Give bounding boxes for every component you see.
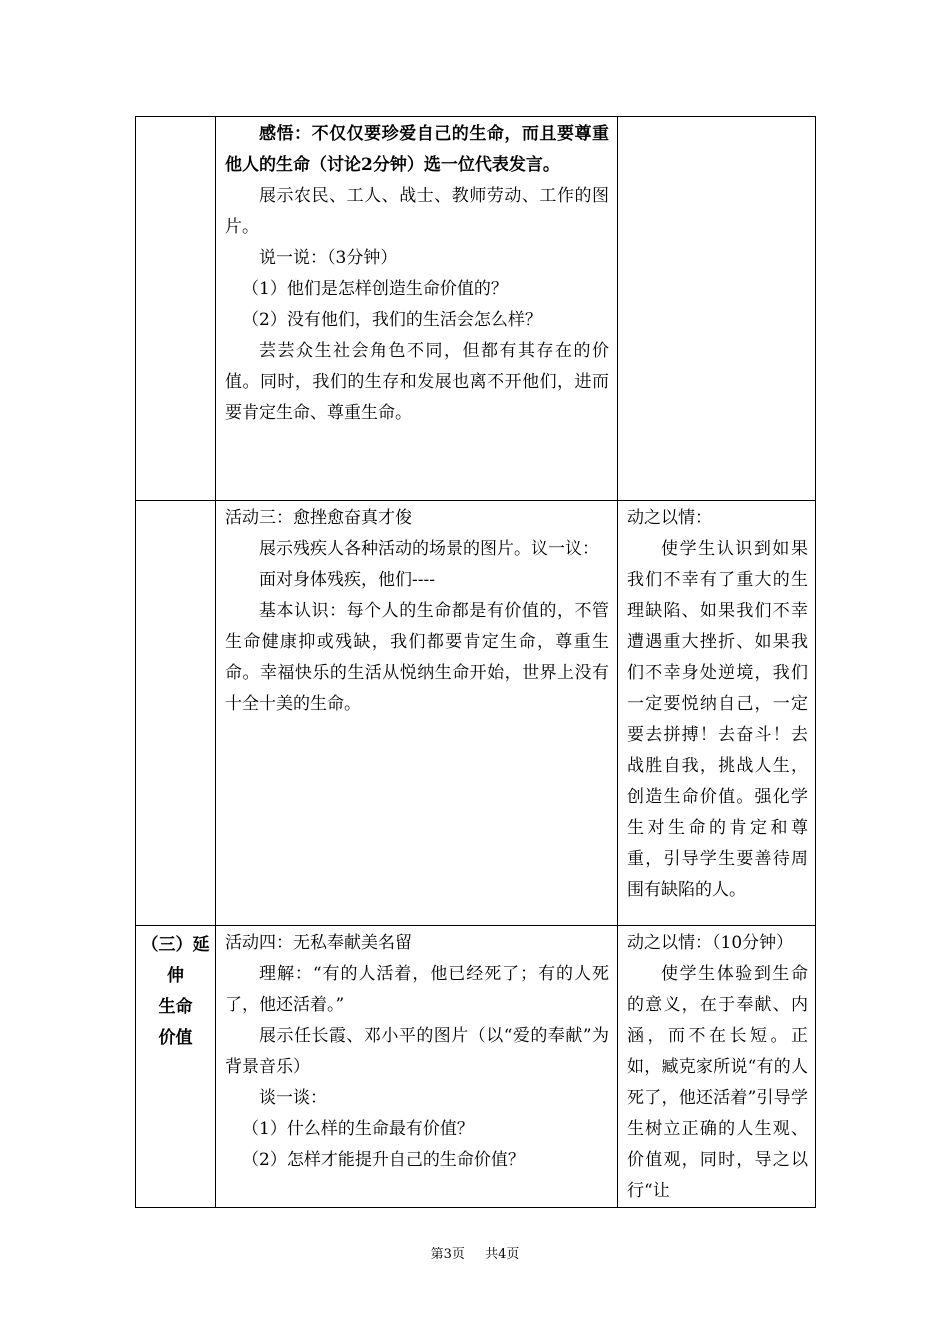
intent-cell <box>618 501 816 926</box>
activity-cell <box>216 926 618 1208</box>
page-total: 共4页 <box>485 1247 520 1262</box>
paragraph: 活动三：愈挫愈奋真才俊 <box>225 508 412 528</box>
paragraph: 芸芸众生社会角色不同，但都有其存在的价值。同时，我们的生存和发展也离不开他们，进而要肯定生命、尊重生命。 <box>225 341 609 423</box>
page-number: 第3页 <box>430 1247 465 1262</box>
paragraph: （2）没有他们，我们的生活会怎么样？ <box>242 310 542 330</box>
paragraph: 使学生认识到如果我们不幸有了重大的生理缺陷、如果我们不幸遭遇重大挫折、如果我们不幸身处逆境，我们一定要悦纳自己，一定要去拼搏！去奋斗！去战胜自我，挑战人生，创造生命价值。强化学生对生命的肯定和尊重，引导学生要善待周围有缺陷的人。 <box>627 539 808 900</box>
paragraph: 展示农民、工人、战士、教师劳动、工作的图片。 <box>225 186 609 237</box>
intent-cell <box>618 117 816 501</box>
lesson-plan-table <box>135 116 816 1208</box>
table-row <box>136 117 816 501</box>
stage-cell <box>136 926 216 1208</box>
stage-cell <box>136 117 216 501</box>
table-row <box>136 926 816 1208</box>
paragraph: 基本认识：每个人的生命都是有价值的，不管生命健康抑或残缺，我们都要肯定生命，尊重生命。幸福快乐的生活从悦纳生命开始，世界上没有十全十美的生命。 <box>225 601 609 714</box>
activity-cell <box>216 501 618 926</box>
paragraph: 使学生体验到生命的意义，在于奉献、内涵，而不在长短。正如，臧克家所说“有的人死了，他还活着”引导学生树立正确的人生观、价值观，同时，导之以行“让 <box>627 964 808 1201</box>
paragraph: 动之以情：（10分钟） <box>627 933 794 953</box>
stage-label-line: （三）延 <box>141 935 210 955</box>
paragraph: 说一说：（3分钟） <box>259 248 398 268</box>
paragraph: 展示残疾人各种活动的场景的图片。议一议： <box>259 539 599 559</box>
paragraph: （1）他们是怎样创造生命价值的？ <box>242 279 508 299</box>
paragraph: （1）什么样的生命最有价值？ <box>242 1119 474 1139</box>
paragraph: 谈一谈： <box>259 1088 327 1108</box>
intent-cell <box>618 926 816 1208</box>
activity-cell <box>216 117 618 501</box>
stage-label-line: 伸 <box>167 966 184 986</box>
paragraph: 活动四：无私奉献美名留 <box>225 933 412 953</box>
paragraph: 展示任长霞、邓小平的图片（以“爱的奉献”为背景音乐） <box>225 1026 609 1077</box>
paragraph: 面对身体残疾，他们---- <box>259 570 435 590</box>
paragraph: 理解：“有的人活着，他已经死了；有的人死了，他还活着。” <box>225 964 609 1015</box>
paragraph: 感悟：不仅仅要珍爱自己的生命，而且要尊重他人的生命（讨论2分钟）选一位代表发言。 <box>225 124 609 175</box>
paragraph: 动之以情： <box>627 508 712 528</box>
stage-label-line: 价值 <box>158 1028 193 1048</box>
stage-label-line: 生命 <box>158 997 193 1017</box>
paragraph: （2）怎样才能提升自己的生命价值？ <box>242 1150 525 1170</box>
table-row <box>136 501 816 926</box>
stage-cell <box>136 501 216 926</box>
page-footer <box>0 1245 950 1265</box>
